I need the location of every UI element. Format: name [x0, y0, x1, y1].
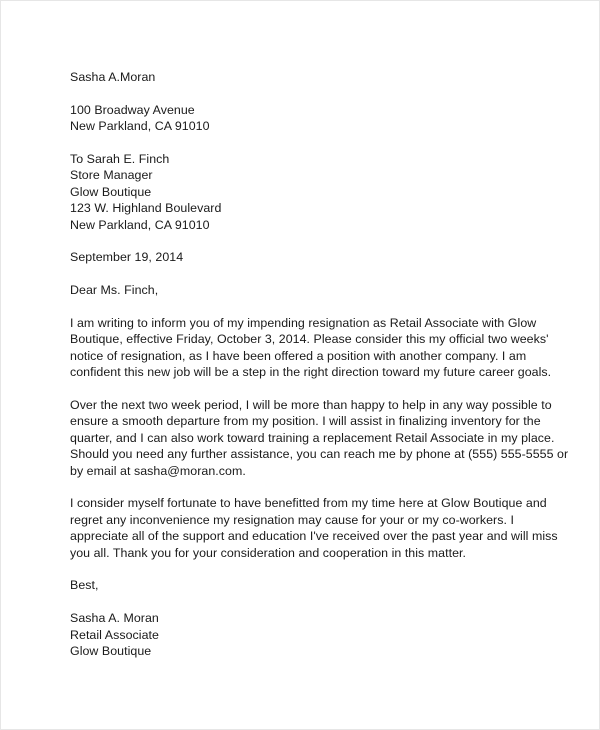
paragraph-line: quarter, and I can also work toward training a replacement Retail Associate in my place.: [70, 430, 555, 445]
recipient-line: 123 W. Highland Boulevard: [70, 201, 222, 216]
paragraph-line: confident this new job will be a step in the right direction toward my future career goals.: [70, 365, 552, 380]
signature-block: [70, 610, 570, 659]
recipient-line: Glow Boutique: [70, 184, 152, 199]
salutation-block: [70, 282, 570, 298]
body-paragraph: [70, 315, 570, 381]
paragraph-line: Should you need any further assistance, you can reach me by phone at (555) 555-5555 or: [70, 447, 569, 462]
letter-date: September 19, 2014: [70, 250, 184, 265]
paragraph-line: Boutique, effective Friday, October 3, 2014. Please consider this my official two weeks': [70, 332, 549, 347]
signature-name: Sasha A. Moran: [70, 611, 159, 626]
salutation: Dear Ms. Finch,: [70, 283, 159, 298]
recipient-line: Store Manager: [70, 168, 153, 183]
resignation-letter: [70, 69, 570, 659]
paragraph-line: regret any inconvenience my resignation may cause for your or my co-workers. I: [70, 512, 514, 527]
paragraph-line: I am writing to inform you of my impending resignation as Retail Associate with Glow: [70, 316, 537, 331]
paragraph-line: Over the next two week period, I will be more than happy to help in any way possible to: [70, 398, 552, 413]
recipient-line: To Sarah E. Finch: [70, 152, 170, 166]
recipient-address: [70, 151, 570, 233]
paragraph-line: appreciate all of the support and education I've received over the past year and will miss: [70, 529, 558, 544]
sender-address-line: New Parkland, CA 91010: [70, 119, 210, 134]
body-paragraph: [70, 397, 570, 479]
paragraph-line: by email at sasha@moran.com.: [70, 463, 246, 478]
letter-date-block: [70, 249, 570, 265]
signature-company: Glow Boutique: [70, 644, 152, 659]
body-paragraph: [70, 495, 570, 561]
paragraph-line: I consider myself fortunate to have benefitted from my time here at Glow Boutique and: [70, 496, 547, 511]
paragraph-line: notice of resignation, as I have been offered a position with another company. I am: [70, 348, 527, 363]
closing-block: [70, 577, 570, 593]
signature-title: Retail Associate: [70, 627, 159, 642]
sender-address-line: 100 Broadway Avenue: [70, 102, 195, 117]
paragraph-line: ensure a smooth departure from my position. I will assist in finalizing inventory for the: [70, 414, 541, 429]
paragraph-line: you all. Thank you for your consideration and cooperation in this matter.: [70, 545, 467, 560]
sender-address: [70, 102, 570, 135]
sender-name-block: [70, 69, 570, 85]
sender-name: Sasha A.Moran: [70, 70, 156, 84]
recipient-line: New Parkland, CA 91010: [70, 217, 210, 232]
closing: Best,: [70, 578, 99, 593]
